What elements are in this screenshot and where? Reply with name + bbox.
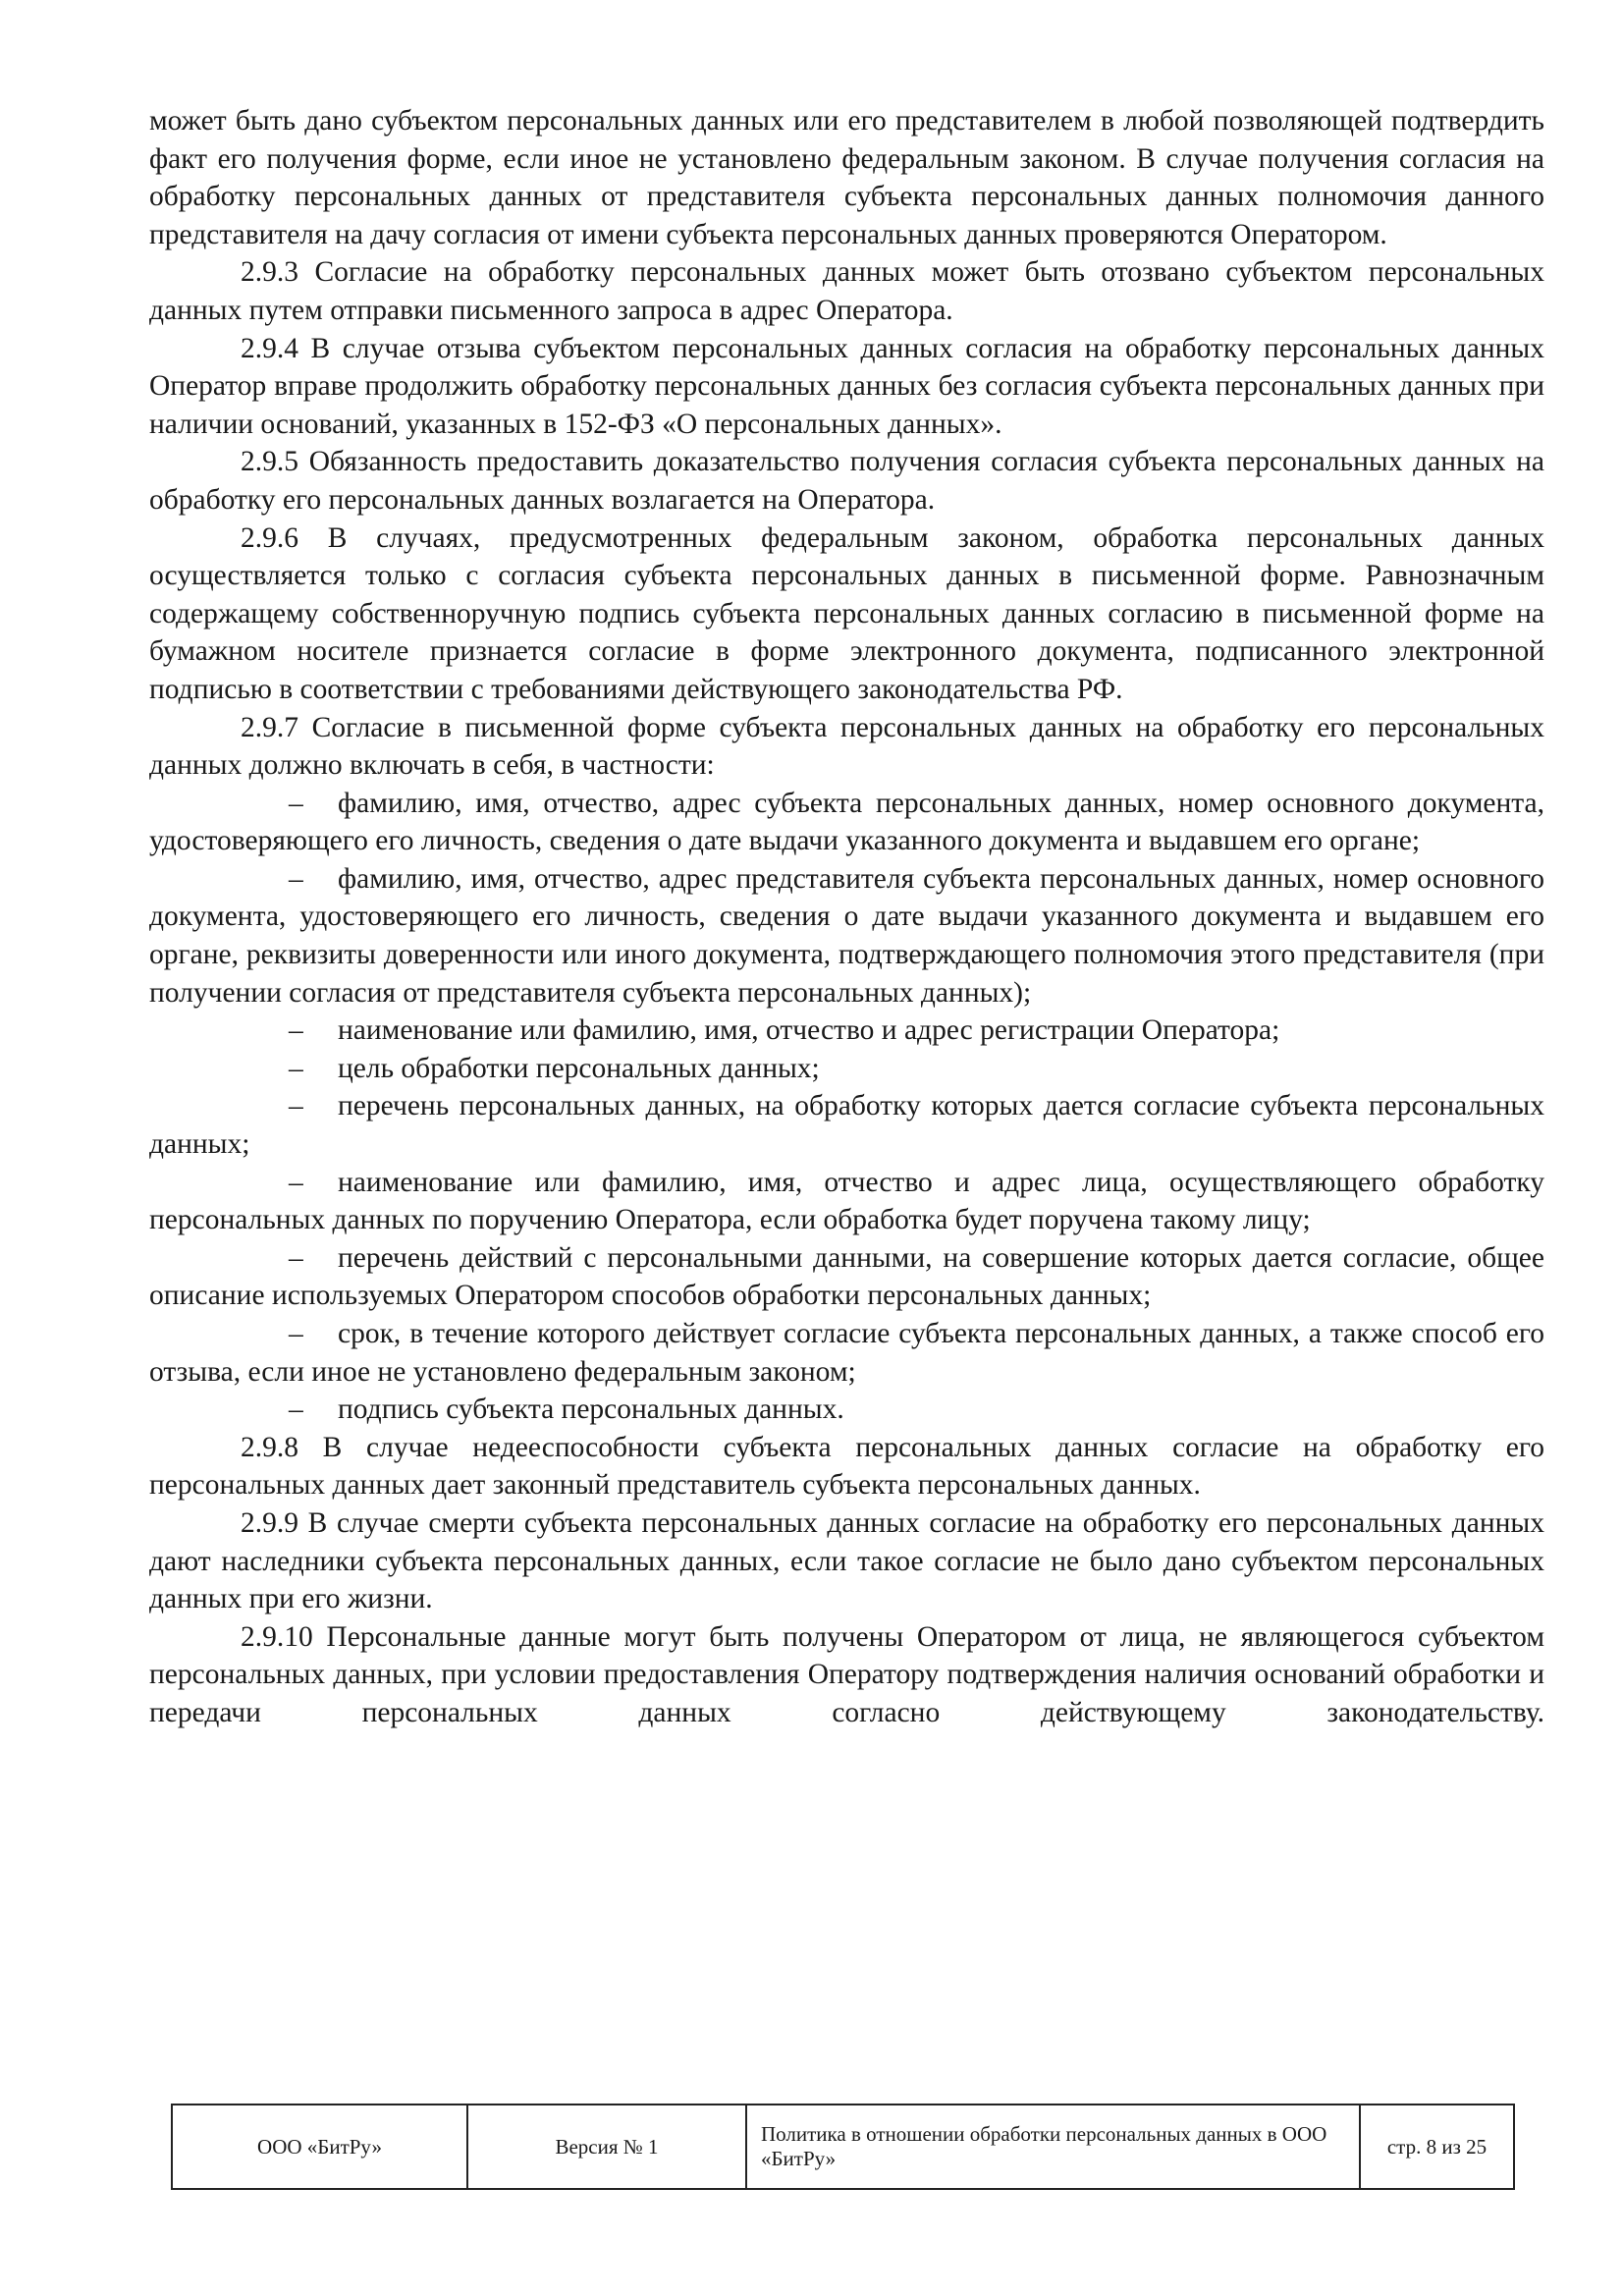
paragraph-2-9-9: 2.9.9 В случае смерти субъекта персональных данных согласие на обработку его персональных данных дают наследники субъекта персональных данных, если такое согласие не было дано субъектом персональных данных при его жизни.: [149, 1506, 1544, 1615]
dash-marker: –: [289, 862, 303, 895]
paragraph-2-9-8: 2.9.8 В случае недееспособности субъекта персональных данных согласие на обработку его персональных данных дает законный представитель субъекта персональных данных.: [149, 1431, 1544, 1502]
footer-page-number: стр. 8 из 25: [1386, 2134, 1488, 2159]
list-item-text: перечень действий с персональными данными, на совершение которых дается согласие, общее описание используемых Оператором способов обработки персональных данных;: [149, 1241, 1544, 1312]
dash-marker: –: [289, 1241, 303, 1274]
paragraph-2-9-7: 2.9.7 Согласие в письменной форме субъекта персональных данных на обработку его персональных данных должно включать в себя, в частности:: [149, 711, 1544, 782]
paragraph-2-9-10: 2.9.10 Персональные данные могут быть получены Оператором от лица, не являющегося субъектом персональных данных, при условии предоставления Оператору подтверждения наличия оснований обработки и передачи персональных данных согласно действующему законодательству.: [149, 1620, 1544, 1728]
list-item: [149, 785, 1544, 860]
list-item-text: цель обработки персональных данных;: [338, 1052, 820, 1084]
dash-marker: –: [289, 1014, 303, 1047]
dash-marker: –: [289, 787, 303, 819]
document-body: [149, 102, 1544, 1732]
list-item-text: подпись субъекта персональных данных.: [338, 1394, 844, 1426]
paragraph-2-9-4: 2.9.4 В случае отзыва субъектом персональных данных согласия на обработку персональных данных Оператор вправе продолжить обработку персональных данных без согласия субъекта персональных данных при наличии оснований, указанных в 152-ФЗ «О персональных данных».: [149, 332, 1544, 440]
footer-company: ООО «БитРу»: [173, 2105, 468, 2188]
list-item: [149, 1315, 1544, 1391]
dash-marker: –: [289, 1090, 303, 1122]
list-item: [149, 1391, 1544, 1429]
list-item-text: наименование или фамилию, имя, отчество и адрес лица, осуществляющего обработку персональных данных по поручению Оператора, если обработка будет поручена такому лицу;: [149, 1166, 1544, 1236]
list-item: [149, 1239, 1544, 1315]
list-item-text: срок, в течение которого действует согласие субъекта персональных данных, а также способ его отзыва, если иное не установлено федеральным законом;: [149, 1318, 1544, 1388]
list-item: [149, 1050, 1544, 1088]
dash-marker: –: [289, 1166, 303, 1198]
dash-marker: –: [289, 1318, 303, 1349]
footer-document-title: Политика в отношении обработки персональных данных в ООО «БитРу»: [747, 2105, 1361, 2188]
list-item-text: перечень персональных данных, на обработку которых дается согласие субъекта персональных данных;: [149, 1090, 1544, 1161]
paragraph-2-9-3: 2.9.3 Согласие на обработку персональных данных может быть отозвано субъектом персональных данных путем отправки письменного запроса в адрес Оператора.: [149, 256, 1544, 326]
list-item-text: фамилию, имя, отчество, адрес субъекта персональных данных, номер основного документа, удостоверяющего его личность, сведения о дате выдачи указанного документа и выдавшем его органе;: [149, 787, 1544, 857]
dash-marker: –: [289, 1052, 303, 1084]
list-item: [149, 1087, 1544, 1163]
paragraph-2-9-5: 2.9.5 Обязанность предоставить доказательство получения согласия субъекта персональных данных на обработку его персональных данных возлагается на Оператора.: [149, 446, 1544, 516]
list-item: [149, 1011, 1544, 1050]
list-item-text: наименование или фамилию, имя, отчество и адрес регистрации Оператора;: [338, 1014, 1280, 1047]
dash-marker: –: [289, 1394, 303, 1426]
list-item: [149, 1164, 1544, 1239]
footer-table: [171, 2104, 1515, 2190]
list-item: [149, 860, 1544, 1011]
paragraph-continuation: может быть дано субъектом персональных данных или его представителем в любой позволяющей подтвердить факт его получения форме, если иное не установлено федеральным законом. В случае получения согласия на обработку персональных данных от представителя субъекта персональных данных полномочия данного представителя на дачу согласия от имени субъекта персональных данных проверяются Оператором.: [149, 105, 1544, 250]
footer-version: Версия № 1: [468, 2105, 747, 2188]
list-item-text: фамилию, имя, отчество, адрес представителя субъекта персональных данных, номер основного документа, удостоверяющего его личность, сведения о дате выдачи указанного документа и выдавшем его органе, реквизиты доверенности или иного документа, подтверждающего полномочия этого представителя (при получении согласия от представителя субъекта персональных данных);: [149, 862, 1544, 1009]
paragraph-2-9-6: 2.9.6 В случаях, предусмотренных федеральным законом, обработка персональных данных осуществляется только с согласия субъекта персональных данных в письменной форме. Равнозначным содержащему собственноручную подпись субъекта персональных данных согласию в письменной форме на бумажном носителе признается согласие в форме электронного документа, подписанного электронной подписью в соответствии с требованиями действующего законодательства РФ.: [149, 521, 1544, 705]
